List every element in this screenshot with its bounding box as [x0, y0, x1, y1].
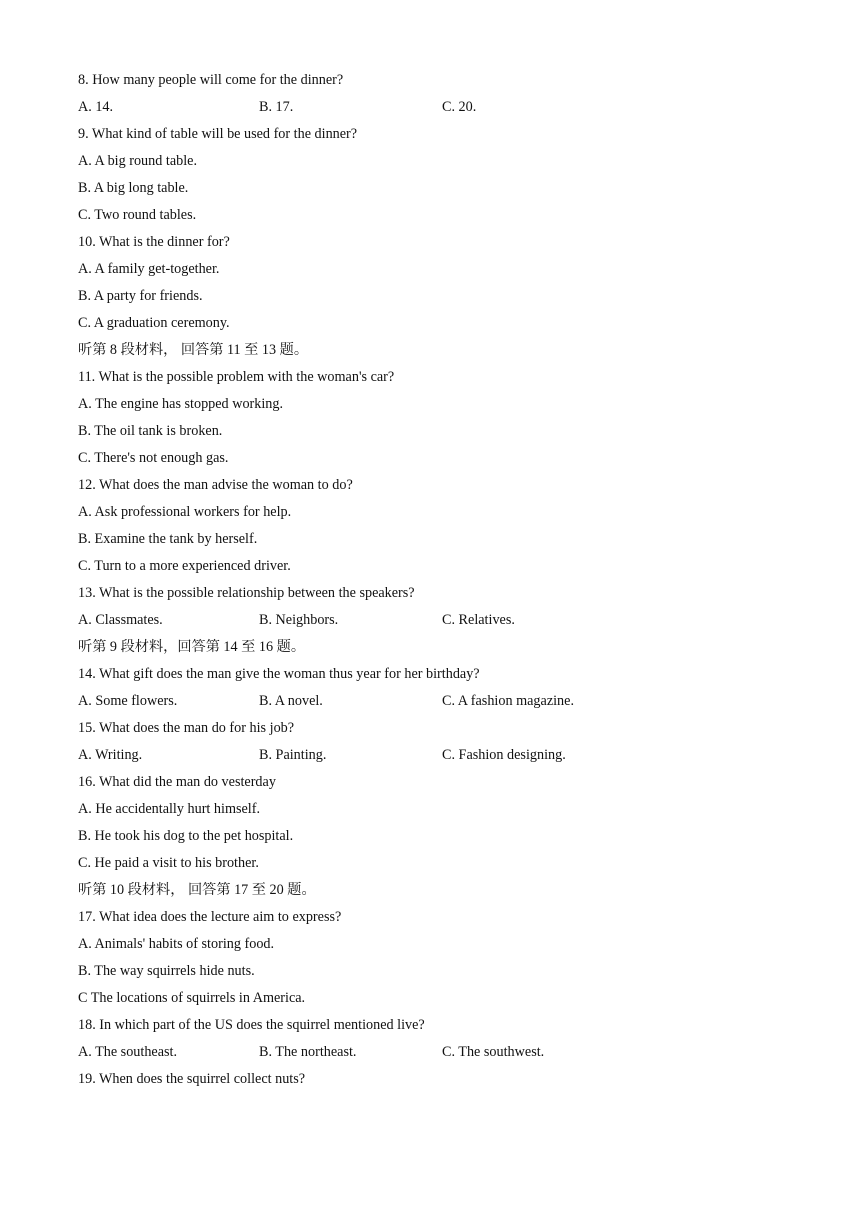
text-line: C. Turn to a more experienced driver. — [78, 558, 291, 574]
answer-option: B. A novel. — [259, 693, 323, 709]
text-line: B. He took his dog to the pet hospital. — [78, 828, 294, 844]
option-row — [78, 94, 798, 121]
answer-option: A. The southeast. — [78, 1044, 178, 1060]
text-line: A. The engine has stopped working. — [78, 396, 284, 412]
text-line: B. Examine the tank by herself. — [78, 531, 258, 547]
question-list — [78, 67, 798, 1093]
answer-option: A. Some flowers. — [78, 693, 178, 709]
text-line: 15. What does the man do for his job? — [78, 720, 295, 736]
text-line: 16. What did the man do vesterday — [78, 774, 276, 790]
answer-option: B. The northeast. — [259, 1044, 357, 1060]
text-line: C. A graduation ceremony. — [78, 315, 230, 331]
text-line: 19. When does the squirrel collect nuts? — [78, 1071, 306, 1087]
option-row — [78, 607, 798, 634]
text-line: C. There's not enough gas. — [78, 450, 229, 466]
text-line: 听第 8 段材料， 回答第 11 至 13 题。 — [78, 342, 309, 358]
text-line: 14. What gift does the man give the woman thus year for her birthday? — [78, 666, 480, 682]
option-row — [78, 742, 798, 769]
text-line: C The locations of squirrels in America. — [78, 990, 306, 1006]
text-line: 听第 9 段材料，回答第 14 至 16 题。 — [78, 639, 306, 655]
text-line: A. A big round table. — [78, 153, 198, 169]
text-line: 10. What is the dinner for? — [78, 234, 230, 250]
text-line: B. The way squirrels hide nuts. — [78, 963, 255, 979]
answer-option: C. A fashion magazine. — [442, 693, 574, 709]
text-line: A. He accidentally hurt himself. — [78, 801, 261, 817]
answer-option: A. 14. — [78, 99, 114, 115]
text-line: B. The oil tank is broken. — [78, 423, 223, 439]
answer-option: C. Fashion designing. — [442, 747, 566, 763]
answer-option: B. Painting. — [259, 747, 327, 763]
text-line: 听第 10 段材料， 回答第 17 至 20 题。 — [78, 882, 316, 898]
answer-option: C. The southwest. — [442, 1044, 545, 1060]
text-line: 11. What is the possible problem with the woman's car? — [78, 369, 395, 385]
answer-option: C. 20. — [442, 99, 477, 115]
option-row — [78, 1039, 798, 1066]
text-line: 12. What does the man advise the woman to do? — [78, 477, 353, 493]
text-line: B. A party for friends. — [78, 288, 203, 304]
option-row — [78, 688, 798, 715]
text-line: C. Two round tables. — [78, 207, 197, 223]
text-line: A. A family get-together. — [78, 261, 220, 277]
text-line: 9. What kind of table will be used for the dinner? — [78, 126, 358, 142]
text-line: 8. How many people will come for the dinner? — [78, 72, 344, 88]
text-line: 17. What idea does the lecture aim to express? — [78, 909, 342, 925]
answer-option: A. Classmates. — [78, 612, 163, 628]
text-line: 13. What is the possible relationship between the speakers? — [78, 585, 415, 601]
answer-option: C. Relatives. — [442, 612, 515, 628]
text-line: 18. In which part of the US does the squirrel mentioned live? — [78, 1017, 425, 1033]
answer-option: B. 17. — [259, 99, 294, 115]
answer-option: B. Neighbors. — [259, 612, 339, 628]
text-line: C. He paid a visit to his brother. — [78, 855, 259, 871]
answer-option: A. Writing. — [78, 747, 143, 763]
text-line: B. A big long table. — [78, 180, 189, 196]
text-line: A. Animals' habits of storing food. — [78, 936, 275, 952]
text-line: A. Ask professional workers for help. — [78, 504, 292, 520]
